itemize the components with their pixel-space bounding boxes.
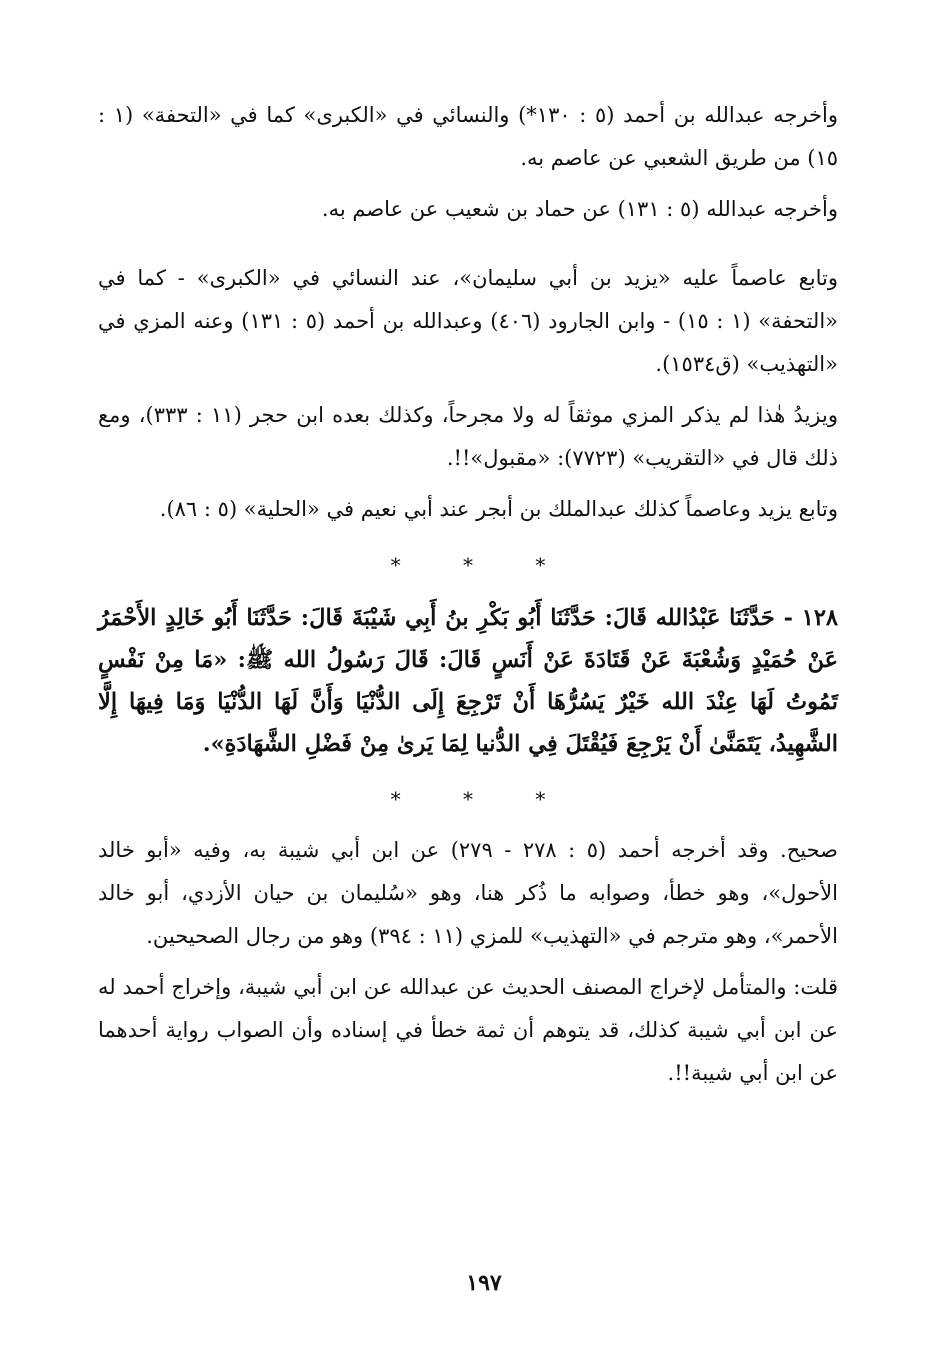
hadith-text: ١٢٨ - حَدَّثَنَا عَبْدُالله قَالَ: حَدَّثَنَا أَبُو بَكْرِ بنُ أَبِي شَيْبَةَ قَالَ: حَدَّثَنَا أَبُو خَالِدٍ الأَحْمَرُ عَنْ حُمَيْدٍ وَشُعْبَةَ عَنْ قَتَادَةَ عَنْ أَنَسٍ قَالَ: قَالَ رَسُولُ الله ﷺ: «مَا مِنْ نَفْسٍ تَمُوتُ لَهَا عِنْدَ الله خَيْرٌ يَسُرُّهَا أَنْ تَرْجِعَ إِلَى الدُّنْيَا وَأَنَّ لَهَا الدُّنْيَا وَمَا فِيهَا إِلَّا الشَّهِيدُ، يَتَمَنَّىٰ أَنْ يَرْجِعَ فَيُقْتَلَ فِي الدُّنيا لِمَا يَرىٰ مِنْ فَضْلِ الشَّهَادَةِ».: [98, 605, 838, 757]
paragraph-takhrij-2: وأخرجه عبدالله (٥ : ١٣١) عن حماد بن شعيب عن عاصم به.: [321, 197, 838, 221]
paragraph-mutabaah-1: وتابع عاصماً عليه «يزيد بن أبي سليمان»، عند النسائي في «الكبرى» - كما في «التحفة» (١ : ١٥) - وابن الجارود (٤٠٦) وعبدالله بن أحمد (٥ : ١٣١) وعنه المزي في «التهذيب» (ق١٥٣٤).: [98, 266, 839, 376]
paragraph-yazid-note: ويزيدُ هٰذا لم يذكر المزي موثقاً له ولا مجرحاً، وكذلك بعده ابن حجر (١١ : ٣٣٣)، ومع ذلك قال في «التقريب» (٧٧٢٣): «مقبول»!!.: [98, 403, 838, 470]
paragraph-mutabaah-2: وتابع يزيد وعاصماً كذلك عبدالملك بن أبجر عند أبي نعيم في «الحلية» (٥ : ٨٦).: [159, 497, 838, 521]
page-number: ١٩٧: [466, 1270, 502, 1296]
section-separator: * * *: [390, 553, 574, 577]
paragraph-comment: قلت: والمتأمل لإخراج المصنف الحديث عن عبدالله عن ابن أبي شيبة، وإخراج أحمد له عن ابن أبي شيبة كذلك، قد يتوهم أن ثمة خطأ في إسناده وأن الصواب رواية أحدهما عن ابن أبي شيبة!!.: [98, 975, 838, 1085]
section-separator-2: * * *: [390, 787, 574, 811]
paragraph-takhrij-1: وأخرجه عبدالله بن أحمد (٥ : ١٣٠*) والنسائي في «الكبرى» كما في «التحفة» (١ : ١٥) من طريق الشعبي عن عاصم به.: [98, 103, 838, 170]
paragraph-grading: صحيح. وقد أخرجه أحمد (٥ : ٢٧٨ - ٢٧٩) عن ابن أبي شيبة به، وفيه «أبو خالد الأحول»، وهو خطأ، وصوابه ما ذُكر هنا، وهو «سُليمان بن حيان الأزدي، أبو خالد الأحمر»، وهو مترجم في «التهذيب» للمزي (١١ : ٣٩٤) وهو من رجال الصحيحين.: [98, 838, 838, 948]
book-page: [98, 94, 838, 1095]
